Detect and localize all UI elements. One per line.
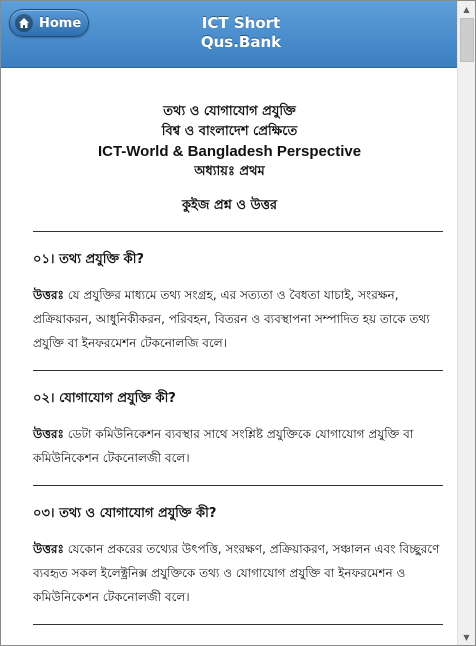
main-content[interactable]: [1, 68, 458, 645]
question-text: ০২। যোগাযোগ প্রযুক্তি কী?: [33, 391, 176, 406]
answer-label: উত্তরঃ: [33, 288, 64, 302]
page-title: [91, 14, 391, 52]
home-button-label: Home: [39, 15, 82, 31]
qa-item-2: [1, 390, 458, 470]
scroll-up-arrow-icon[interactable]: ▲: [463, 4, 470, 14]
intro-line-3: ICT-World & Bangladesh Perspective: [97, 143, 362, 160]
answer-text: [33, 537, 443, 609]
vertical-scrollbar[interactable]: [457, 1, 475, 645]
qa-item-3: [1, 505, 458, 609]
intro-line-4: অধ্যায়ঃ প্রথম: [194, 164, 265, 179]
divider: [33, 485, 443, 486]
home-icon: [15, 14, 33, 32]
question-text: ০১। তথ্য প্রযুক্তি কী?: [33, 252, 144, 267]
question-text: ০৩। তথ্য ও যোগাযোগ প্রযুক্তি কী?: [33, 506, 217, 521]
home-button[interactable]: [9, 9, 89, 37]
app-header: [1, 1, 475, 68]
answer-label: উত্তরঃ: [33, 542, 64, 556]
intro-block: [1, 102, 458, 216]
divider: [33, 624, 443, 625]
answer-text: [33, 422, 443, 470]
answer-body: যে প্রযুক্তির মাধ্যমে তথ্য সংগ্রহ, এর সত্যতা ও বৈধতা যাচাই, সংরক্ষন, প্রক্রিয়াকরন, আধুনিকীকরন, পরিবহন, বিতরন ও ব্যবস্থাপনা সম্পাদিত হয় তাকে তথ্য প্রযুক্তি বা ইনফরমেশন টেকনোলজি বলে।: [33, 288, 430, 350]
quiz-heading: কুইজ প্রশ্ন ও উত্তর: [181, 198, 278, 213]
qa-item-1: [1, 251, 458, 355]
answer-body: ডেটা কমিউনিকেশন ব্যবস্থার সাথে সংশ্লিষ্ট প্রযুক্তিকে যোগাযোগ প্রযুক্তি বা কমিউনিকেশন টেকনোলজী বলে।: [33, 427, 414, 465]
intro-line-1: তথ্য ও যোগাযোগ প্রযুক্তি: [163, 104, 296, 119]
answer-body: যেকোন প্রকরের তথ্যের উৎপত্তি, সংরক্ষণ, প্রক্রিয়াকরণ, সঞ্চালন এবং বিচ্ছুরণে ব্যবহৃত সকল ইলেক্ট্রনিক্স প্রযুক্তিকে তথ্য ও যোগাযোগ প্রযুক্তি বা ইনফরমেশন ও কমিউনিকেশন টেকনোলজী বলে।: [33, 542, 440, 604]
answer-label: উত্তরঃ: [33, 427, 64, 441]
divider: [33, 370, 443, 371]
divider: [33, 231, 443, 232]
intro-line-2: বিশ্ব ও বাংলাদেশ প্রেক্ষিতে: [161, 124, 298, 139]
page-title-line2: Qus.Bank: [200, 33, 282, 51]
page-title-line1: ICT Short: [201, 14, 281, 32]
scrollbar-thumb[interactable]: [460, 18, 474, 62]
scroll-down-arrow-icon[interactable]: ▼: [463, 632, 470, 642]
answer-text: [33, 283, 443, 355]
